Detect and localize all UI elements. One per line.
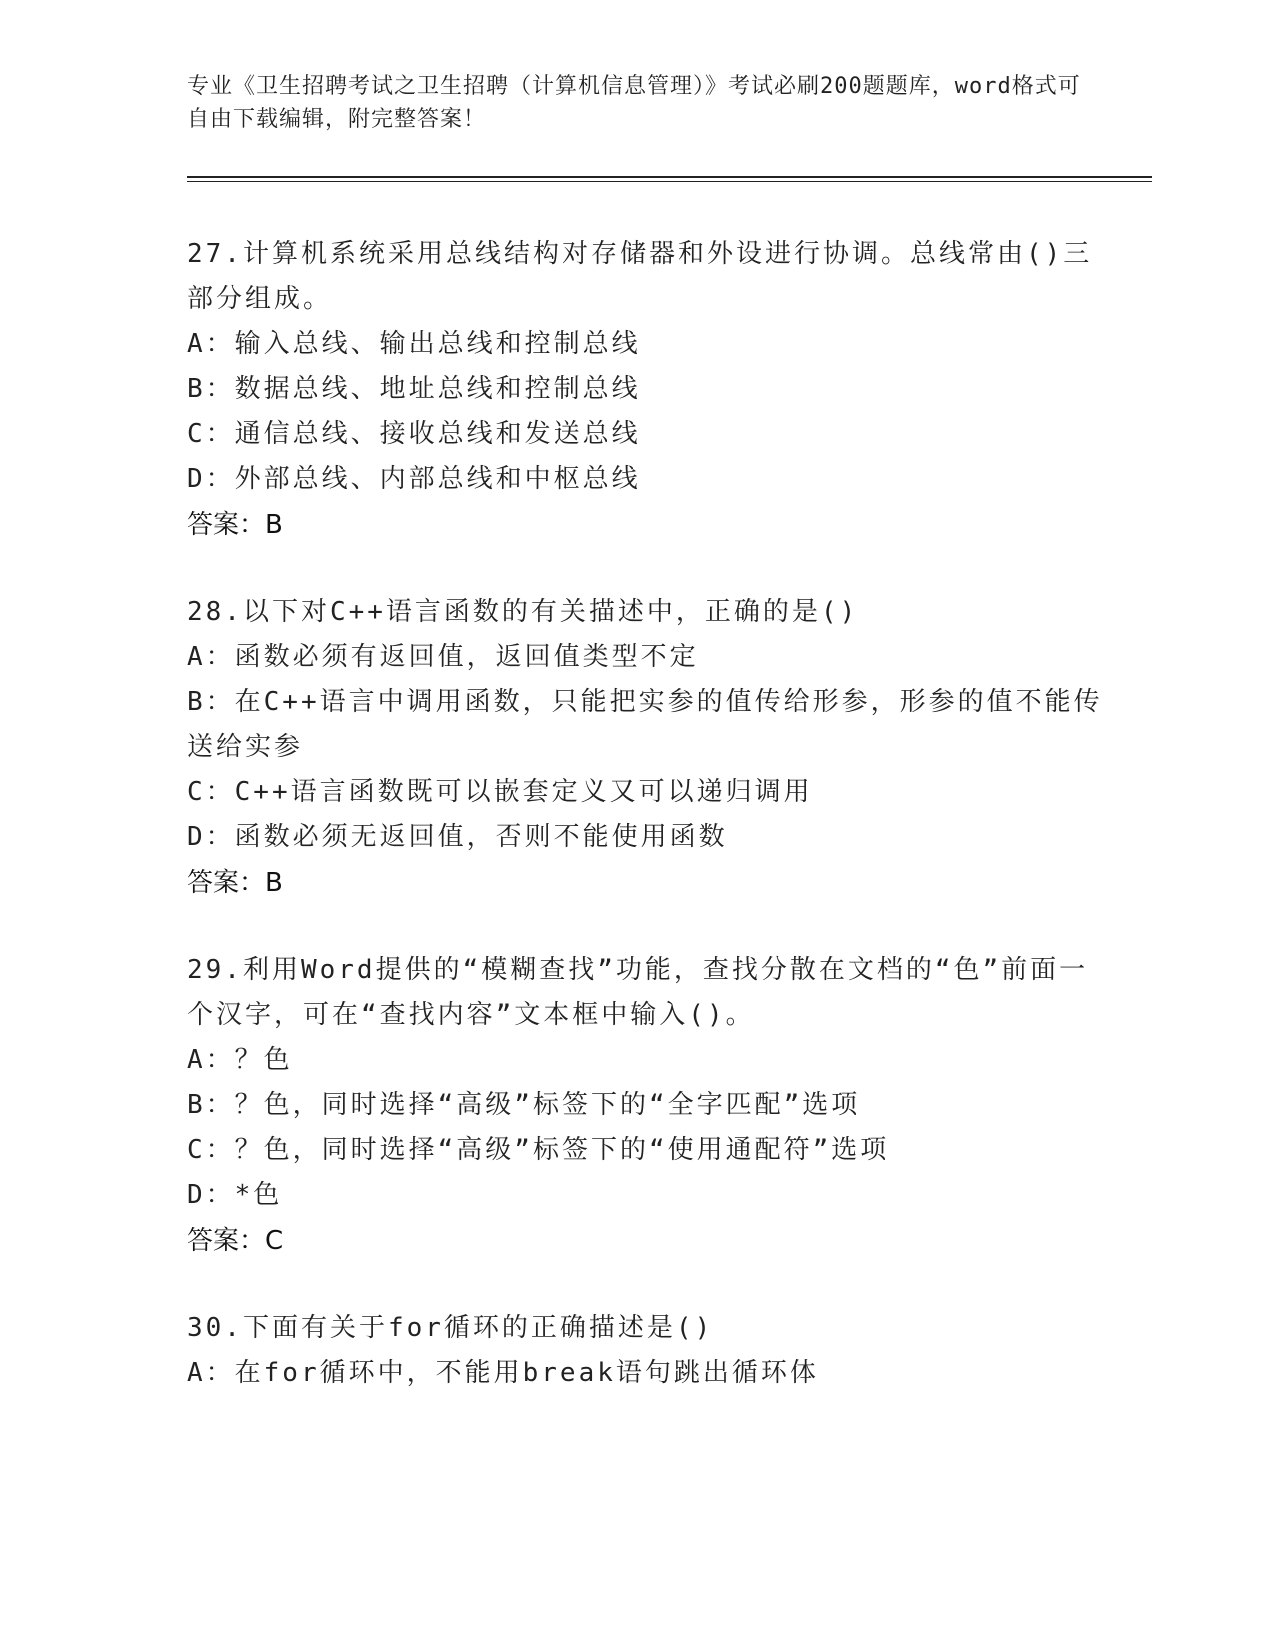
option-a: A：函数必须有返回值，返回值类型不定 <box>187 642 699 672</box>
option-d: D：函数必须无返回值，否则不能使用函数 <box>187 822 728 852</box>
option-d: D：*色 <box>187 1180 283 1210</box>
answer-line <box>187 860 1117 906</box>
question-27 <box>187 232 1117 548</box>
answer-value: C <box>265 1226 284 1256</box>
question-stem: 30.下面有关于for循环的正确描述是() <box>187 1313 714 1343</box>
answer-value: B <box>265 510 283 540</box>
option-b: B：在C++语言中调用函数，只能把实参的值传给形参，形参的值不能传送给实参 <box>187 687 1103 762</box>
answer-line <box>187 502 1117 548</box>
option-a: A：在for循环中，不能用break语句跳出循环体 <box>187 1358 819 1388</box>
answer-line <box>187 1218 1117 1264</box>
option-c: C：？色，同时选择“高级”标签下的“使用通配符”选项 <box>187 1135 890 1165</box>
option-d: D：外部总线、内部总线和中枢总线 <box>187 464 641 494</box>
option-c: C：通信总线、接收总线和发送总线 <box>187 419 641 449</box>
question-stem: 27.计算机系统采用总线结构对存储器和外设进行协调。总线常由()三部分组成。 <box>187 239 1093 314</box>
question-28 <box>187 590 1117 906</box>
question-29 <box>187 948 1117 1264</box>
option-a: A：输入总线、输出总线和控制总线 <box>187 329 641 359</box>
answer-value: B <box>265 868 283 898</box>
question-stem: 29.利用Word提供的“模糊查找”功能，查找分散在文档的“色”前面一个汉字，可在“查找内容”文本框中输入()。 <box>187 955 1089 1030</box>
answer-label: 答案： <box>187 1226 266 1256</box>
header-divider <box>187 176 1152 182</box>
question-list <box>187 232 1117 1438</box>
question-stem: 28.以下对C++语言函数的有关描述中，正确的是() <box>187 597 859 627</box>
answer-label: 答案： <box>187 510 266 540</box>
answer-label: 答案： <box>187 868 266 898</box>
option-c: C：C++语言函数既可以嵌套定义又可以递归调用 <box>187 777 813 807</box>
option-a: A：？色 <box>187 1045 293 1075</box>
option-b: B：？色，同时选择“高级”标签下的“全字匹配”选项 <box>187 1090 861 1120</box>
document-header: 专业《卫生招聘考试之卫生招聘（计算机信息管理）》考试必刷200题题库，word格式可自由下载编辑，附完整答案！ <box>187 74 1081 132</box>
option-b: B：数据总线、地址总线和控制总线 <box>187 374 641 404</box>
question-30 <box>187 1306 1117 1396</box>
